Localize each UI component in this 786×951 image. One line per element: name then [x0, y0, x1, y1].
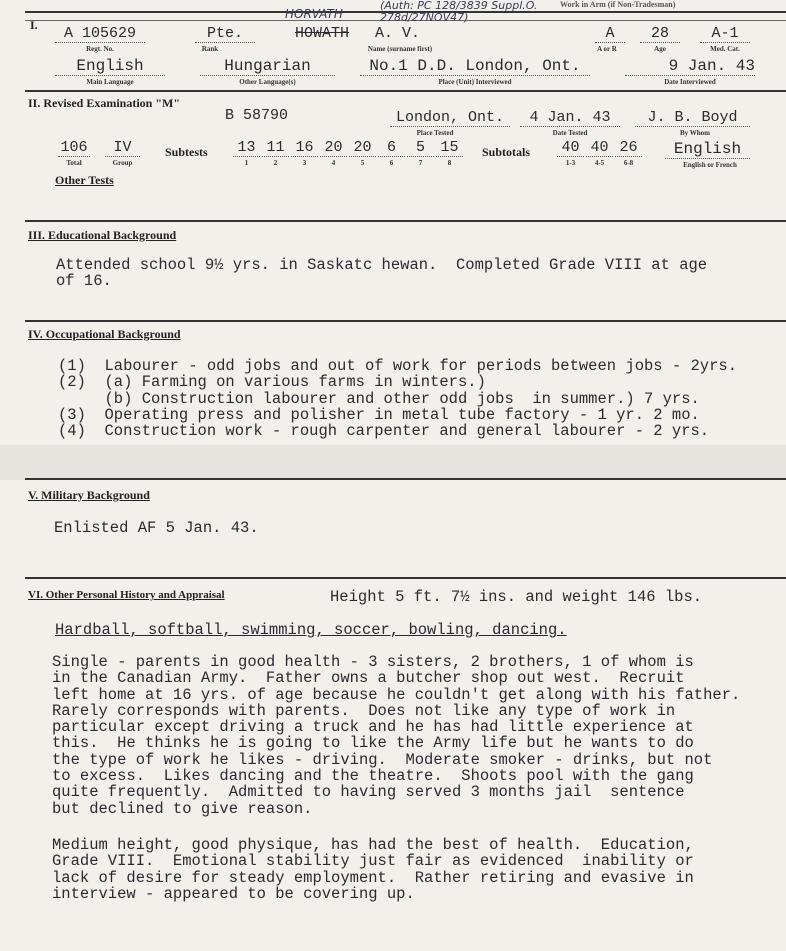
score-label: 4-5: [594, 159, 605, 167]
score: 26: [615, 140, 642, 157]
personal-history-title: VI. Other Personal History and Appraisal: [28, 589, 225, 601]
date-interviewed: 9 Jan. 43: [625, 58, 755, 76]
occupational-title: IV. Occupational Background: [28, 327, 181, 341]
score: 20: [349, 140, 376, 157]
score-label: 2: [273, 159, 278, 167]
score-label: 1: [244, 159, 249, 167]
tested-by: J. B. Boyd: [635, 110, 750, 127]
place-interviewed-label: Place (Unit) Interviewed: [438, 78, 512, 86]
subtotal-item: [615, 140, 642, 168]
score-label: 1-3: [565, 159, 576, 167]
subtest-item: [320, 140, 347, 168]
group: IV: [105, 140, 140, 157]
name-initials: A. V.: [375, 25, 421, 42]
score: 6: [378, 140, 405, 157]
score-label: 7: [418, 159, 423, 167]
section-number: I.: [30, 18, 38, 32]
subtotals-label: Subtotals: [482, 145, 531, 159]
place-tested-label: Place Tested: [416, 129, 454, 137]
section-title: [28, 488, 150, 502]
section-title: [28, 588, 225, 602]
history-paragraph: Single - parents in good health - 3 sisters, 2 brothers, 1 of whom is in the Canadian Army. Father owns a butcher shop out west. Recruit left home at 16 yrs. of age because he couldn't get along with his father. Rarely corresponds with parents. Does not like any type of work in particular except driving a truck and he has had little experience at this. He thinks he is going to like the Army life but he wants to do the type of work he likes - driving. Moderate smoker - drinks, but not to excess. Likes dancing and the theatre. Shoots pool with the gang quite frequently. Admitted to having served 3 months jail sentence but declined to give reason.: [52, 653, 741, 818]
main-language-label: Main Language: [86, 78, 134, 86]
subtests-list: [233, 140, 463, 168]
score-label: 5: [360, 159, 365, 167]
subtotal-item: [586, 140, 613, 168]
header-note: Work in Arm (if Non-Tradesman): [560, 0, 676, 9]
subtest-item: [436, 140, 463, 168]
score: 13: [233, 140, 260, 157]
subtest-item: [291, 140, 318, 168]
med-cat-label: Med. Cat.: [710, 45, 740, 53]
subtotals-list: [557, 140, 642, 168]
score-label: 6: [389, 159, 394, 167]
shaded-band: [0, 445, 786, 480]
group-label: Group: [112, 159, 133, 167]
military-title: V. Military Background: [28, 488, 150, 502]
other-tests-label: Other Tests: [55, 173, 114, 187]
subtest-item: [349, 140, 376, 168]
score: 20: [320, 140, 347, 157]
section-title: [28, 327, 181, 341]
date-tested-label: Date Tested: [552, 129, 588, 137]
place-tested: London, Ont.: [390, 110, 510, 127]
score-label: 4: [331, 159, 336, 167]
score: 40: [557, 140, 584, 157]
section-title: [28, 228, 176, 242]
subtest-item: [262, 140, 289, 168]
score: 5: [407, 140, 434, 157]
score: 11: [262, 140, 289, 157]
age-label: Age: [654, 45, 666, 53]
other-language: Hungarian: [200, 58, 335, 76]
military-text: Enlisted AF 5 Jan. 43.: [54, 519, 259, 537]
subtests-label: Subtests: [165, 145, 208, 159]
score-label: 3: [302, 159, 307, 167]
other-language-label: Other Language(s): [239, 78, 296, 86]
test-language: English: [665, 141, 750, 159]
a-or-r: A: [595, 26, 625, 43]
age: 28: [640, 26, 680, 43]
a-or-r-label: A or R: [597, 45, 617, 53]
date-interviewed-label: Date Interviewed: [664, 78, 716, 86]
exam-form-no: B 58790: [225, 107, 289, 124]
subtest-item: [233, 140, 260, 168]
score-label: 8: [447, 159, 452, 167]
main-language: English: [55, 58, 165, 76]
regt-no-label: Regt. No.: [86, 45, 114, 53]
score: 15: [436, 140, 463, 157]
rank-label: Rank: [201, 45, 219, 53]
test-language-label: English or French: [683, 161, 737, 169]
subtotal-item: [557, 140, 584, 168]
handwritten-authority: (Auth: PC 128/3839 Suppl.O. 278d/27NOV47): [380, 0, 538, 24]
tested-by-label: By Whom: [679, 129, 711, 137]
total-score: 106: [58, 140, 90, 157]
score: 40: [586, 140, 613, 157]
date-tested: 4 Jan. 43: [520, 110, 620, 127]
appraisal-paragraph: Medium height, good physique, has had the best of health. Education, Grade VIII. Emotional stability just fair as evidenced inability or lack of desire for steady employment. Rather retiring and evasive in interview - appeared to be covering up.: [52, 836, 694, 903]
rank: Pte.: [195, 26, 255, 43]
subtest-item: [378, 140, 405, 168]
score-label: 6-8: [623, 159, 634, 167]
name-struck: HOWATH: [295, 25, 350, 42]
section-title: II. Revised Examination "M": [28, 96, 180, 110]
name-label: Name (surname first): [367, 45, 433, 53]
med-cat: A-1: [700, 26, 750, 43]
educational-text: Attended school 9½ yrs. in Saskatc hewan. Completed Grade VIII at age of 16.: [56, 256, 708, 291]
educational-title: III. Educational Background: [28, 228, 177, 242]
place-interviewed: No.1 D.D. London, Ont.: [360, 58, 590, 76]
score: 16: [291, 140, 318, 157]
height-weight: Height 5 ft. 7½ ins. and weight 146 lbs.: [330, 588, 703, 606]
subtest-item: [407, 140, 434, 168]
total-label: Total: [66, 159, 82, 167]
occupational-text: (1) Labourer - odd jobs and out of work for periods between jobs - 2yrs. (2) (a) Farming on various farms in winters.) (b) Construction labourer and other odd jobs in summer.) 7 yrs. (3) Operating press and polisher in metal tube factory - 1 yr. 2 mo. (4) Construction work - rough carpenter and general labourer - 2 yrs.: [58, 357, 738, 441]
regt-no: A 105629: [55, 26, 145, 43]
sports-list: Hardball, softball, swimming, soccer, bowling, dancing.: [55, 621, 567, 639]
handwritten-surname: HORVATH: [285, 7, 343, 21]
